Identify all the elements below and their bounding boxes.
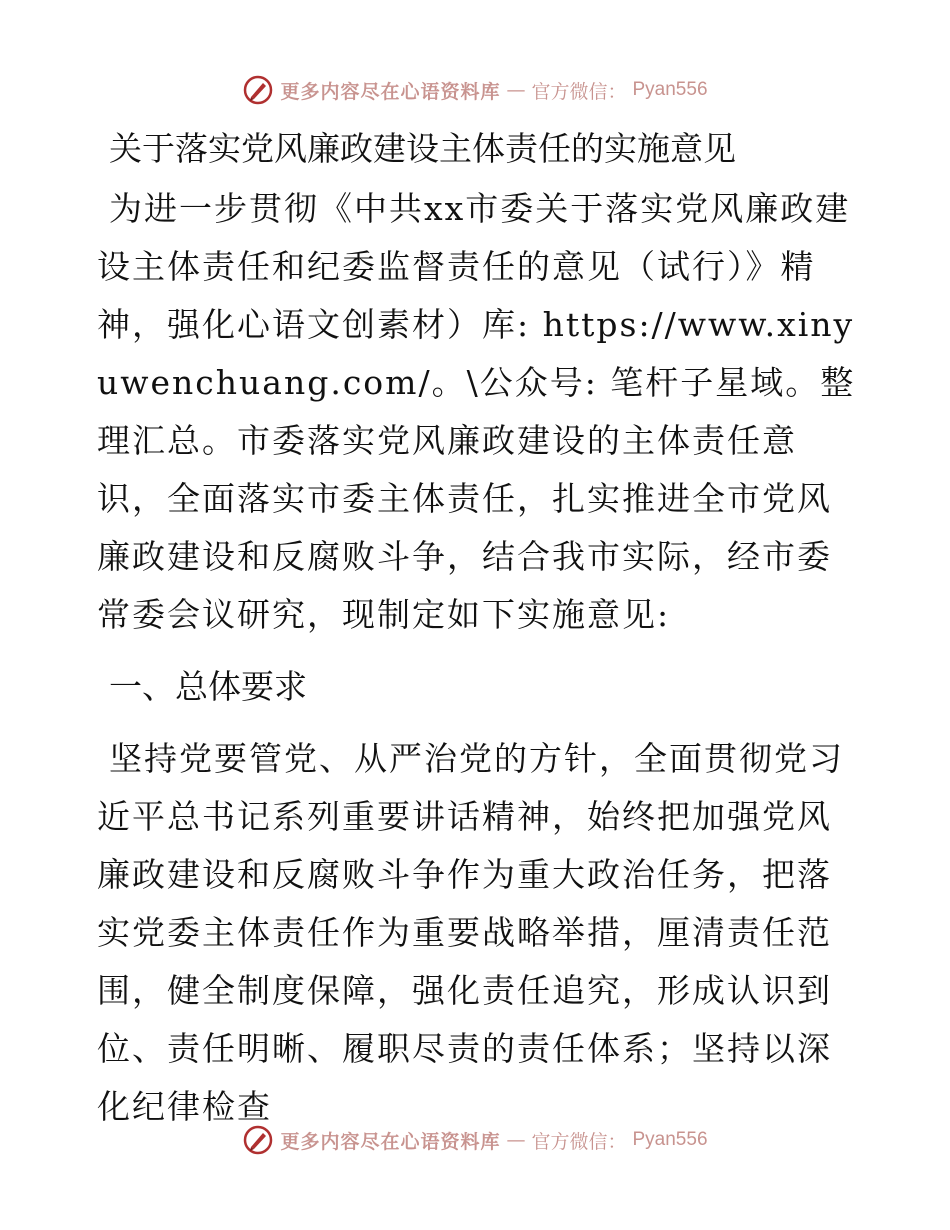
header-watermark bbox=[0, 70, 950, 110]
document-title: 关于落实党风廉政建设主体责任的实施意见 bbox=[109, 129, 736, 168]
watermark-wechat-id: Pyan556 bbox=[632, 1129, 708, 1150]
watermark-separator: — bbox=[506, 79, 526, 101]
pen-logo-icon bbox=[242, 74, 274, 106]
pen-logo-icon bbox=[242, 1124, 274, 1156]
watermark-wechat-label: 官方微信： bbox=[531, 80, 627, 103]
watermark-text: 更多内容尽在心语资料库 bbox=[280, 1130, 501, 1153]
section-heading: 一、总体要求 bbox=[109, 667, 307, 706]
document-body bbox=[97, 120, 857, 1150]
watermark-separator: — bbox=[506, 1129, 526, 1151]
watermark-wechat-id: Pyan556 bbox=[632, 79, 708, 100]
watermark-wechat-label: 官方微信： bbox=[531, 1130, 627, 1153]
intro-paragraph: 为进一步贯彻《中共xx市委关于落实党风廉政建设主体责任和纪委监督责任的意见（试行）》精神，强化心语文创素材）库: https://www.xinyuwenchuang.com/。\公众号: 笔杆子星域。整理汇总。市委落实党风廉政建设的主体责任意识，全面落实市委主体责任，扎实推进全市党风廉政建设和反腐败斗争，结合我市实际，经市委常委会议研究，现制定如下实施意见: bbox=[97, 189, 856, 634]
section-paragraph: 坚持党要管党、从严治党的方针，全面贯彻党习近平总书记系列重要讲话精神，始终把加强党风廉政建设和反腐败斗争作为重大政治任务，把落实党委主体责任作为重要战略举措，厘清责任范围，健全制度保障，强化责任追究，形成认识到位、责任明晰、履职尽责的责任体系；坚持以深化纪律检查 bbox=[97, 739, 844, 1126]
watermark-text: 更多内容尽在心语资料库 bbox=[280, 80, 501, 103]
footer-watermark bbox=[0, 1120, 950, 1160]
